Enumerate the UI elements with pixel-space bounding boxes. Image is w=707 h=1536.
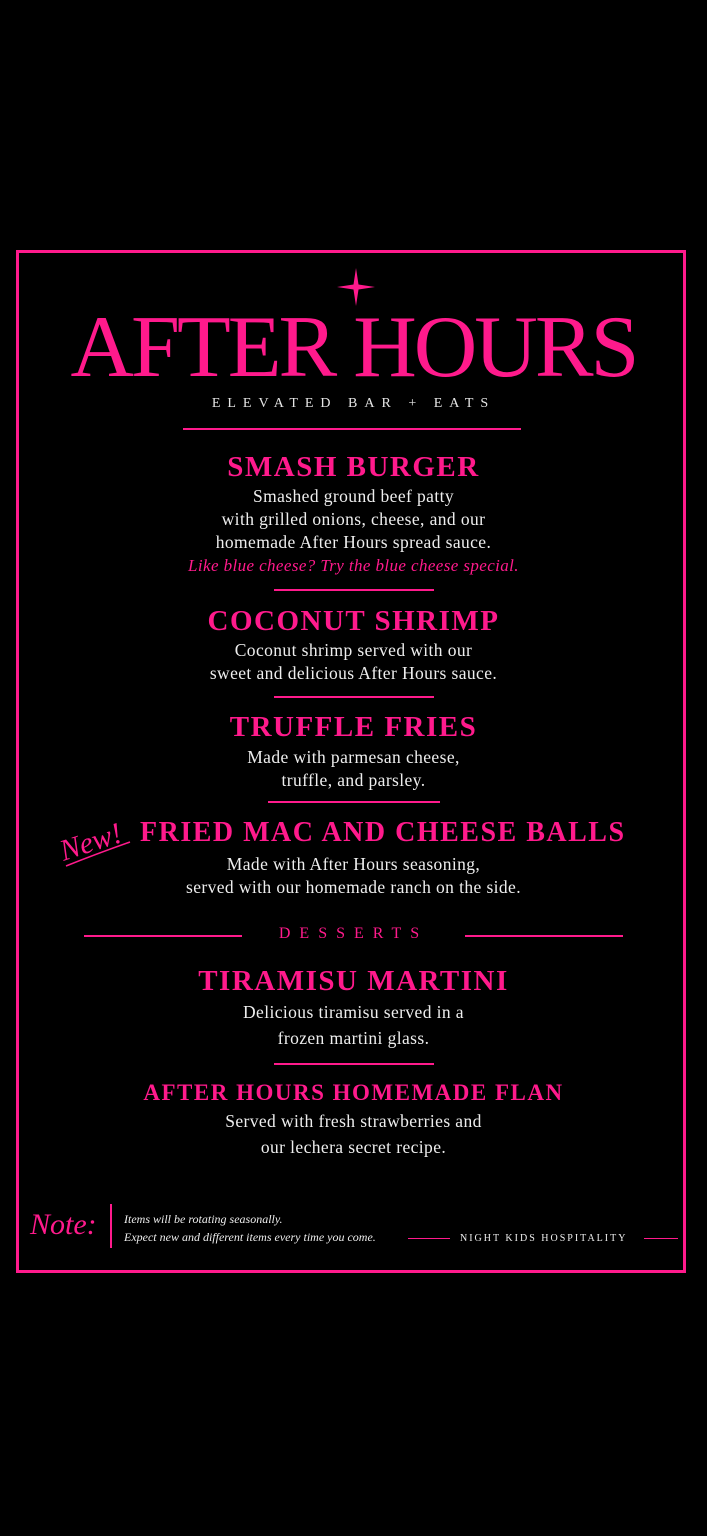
divider [644, 1238, 678, 1239]
desserts-heading: DESSERTS [278, 925, 429, 942]
menu-item-name: COCONUT SHRIMP [207, 605, 500, 637]
menu-item-description: Smashed ground beef patty [253, 486, 454, 506]
menu-item-description: truffle, and parsley. [281, 770, 426, 790]
brand-subtitle: ELEVATED BAR + EATS [211, 396, 496, 411]
note-text [124, 1210, 376, 1246]
menu-item-name: SMASH BURGER [227, 451, 480, 483]
menu-item-description: with grilled onions, cheese, and our [221, 509, 486, 529]
menu-item-description: Made with parmesan cheese, [247, 747, 460, 767]
note-line: Expect new and different items every time you come. [124, 1230, 376, 1244]
dessert-item-description: frozen martini glass. [277, 1028, 430, 1048]
menu-item-name: TRUFFLE FRIES [229, 711, 478, 743]
note-label: Note: [30, 1208, 97, 1241]
footer-brand: NIGHT KIDS HOSPITALITY [460, 1233, 628, 1244]
menu-item-description: served with our homemade ranch on the side. [185, 877, 522, 897]
brand-title: AFTER HOURS [70, 299, 637, 396]
menu-item-description: Coconut shrimp served with our [234, 640, 473, 660]
dessert-item-description: Delicious tiramisu served in a [243, 1002, 464, 1022]
dessert-item-name: AFTER HOURS HOMEMADE FLAN [143, 1080, 564, 1105]
divider [274, 1063, 434, 1065]
menu-item-name: FRIED MAC AND CHEESE BALLS [140, 817, 626, 848]
divider [408, 1238, 450, 1239]
divider [183, 428, 521, 430]
note-divider [110, 1204, 112, 1248]
divider [465, 935, 623, 937]
new-badge-text: New! [56, 816, 127, 868]
note-line: Items will be rotating seasonally. [124, 1212, 283, 1226]
divider [274, 696, 434, 698]
menu-item-description: Made with After Hours seasoning, [226, 854, 481, 874]
divider [274, 589, 434, 591]
menu-item-description: homemade After Hours spread sauce. [215, 532, 492, 552]
menu-item-description: sweet and delicious After Hours sauce. [209, 663, 498, 683]
menu-item-tip: Like blue cheese? Try the blue cheese special. [188, 556, 519, 575]
dessert-item-description: our lechera secret recipe. [260, 1137, 447, 1157]
dessert-item-name: TIRAMISU MARTINI [198, 965, 509, 997]
divider [268, 801, 440, 803]
dessert-item-description: Served with fresh strawberries and [225, 1111, 482, 1131]
